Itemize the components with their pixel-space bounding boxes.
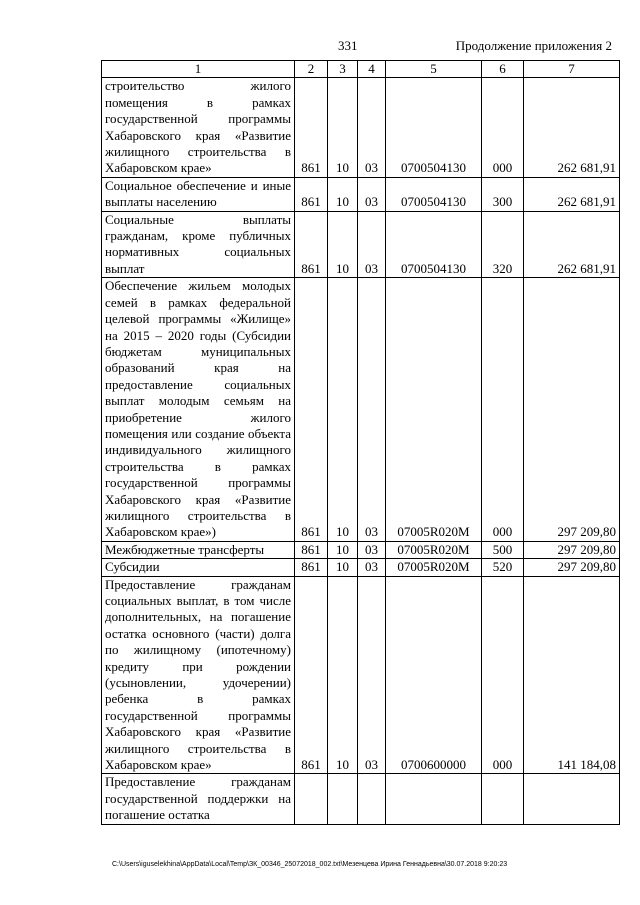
row-pr — [358, 774, 386, 824]
column-header: 4 — [358, 61, 386, 78]
table-row — [102, 559, 620, 576]
row-pr: 03 — [358, 78, 386, 177]
row-vr: 520 — [482, 559, 524, 576]
row-name: Субсидии — [102, 559, 295, 576]
row-csr: 07005R020M — [386, 278, 482, 542]
row-pr: 03 — [358, 559, 386, 576]
row-vr: 500 — [482, 541, 524, 558]
row-grbs — [295, 774, 328, 824]
row-name: Социальные выплаты гражданам, кроме публичных нормативных социальных выплат — [102, 211, 295, 278]
row-amount: 297 209,80 — [524, 559, 620, 576]
column-number-row — [102, 61, 620, 78]
table-row — [102, 78, 620, 177]
page-number: 331 — [338, 38, 358, 53]
row-amount — [524, 774, 620, 824]
row-rz: 10 — [328, 541, 358, 558]
row-rz: 10 — [328, 78, 358, 177]
row-vr: 000 — [482, 278, 524, 542]
table-row — [102, 177, 620, 211]
row-rz: 10 — [328, 278, 358, 542]
column-header: 3 — [328, 61, 358, 78]
column-header: 2 — [295, 61, 328, 78]
row-grbs: 861 — [295, 211, 328, 278]
row-amount: 262 681,91 — [524, 211, 620, 278]
row-csr: 0700504130 — [386, 177, 482, 211]
row-vr: 000 — [482, 78, 524, 177]
row-rz — [328, 774, 358, 824]
table-row — [102, 541, 620, 558]
row-pr: 03 — [358, 211, 386, 278]
row-amount: 141 184,08 — [524, 576, 620, 774]
row-grbs: 861 — [295, 541, 328, 558]
table-row — [102, 774, 620, 824]
table-row — [102, 211, 620, 278]
row-grbs: 861 — [295, 78, 328, 177]
continuation-label: Продолжение приложения 2 — [455, 38, 612, 53]
row-csr: 07005R020M — [386, 541, 482, 558]
row-amount: 262 681,91 — [524, 78, 620, 177]
row-rz: 10 — [328, 559, 358, 576]
row-pr: 03 — [358, 576, 386, 774]
file-path-footer: C:\Users\iguselekhina\AppData\Local\Temp\ЗК_00346_25072018_002.txt\Мезенцева Ирина Геннадьевна\30.07.2018 9:20:23 — [112, 861, 508, 868]
row-name: строительство жилого помещения в рамках государственной программы Хабаровского края «Развитие жилищного строительства в Хабаровском крае» — [102, 78, 295, 177]
row-rz: 10 — [328, 211, 358, 278]
budget-table — [101, 60, 620, 825]
row-name: Предоставление гражданам социальных выплат, в том числе дополнительных, на погашение остатка основного (части) долга по жилищному (ипотечному) кредиту при рождении (усыновлении, удочерении) ребенка в рамках государственной программы Хабаровского края «Развитие жилищного строительства в Хабаровском крае» — [102, 576, 295, 774]
table-row — [102, 576, 620, 774]
row-name: Межбюджетные трансферты — [102, 541, 295, 558]
row-vr: 000 — [482, 576, 524, 774]
row-pr: 03 — [358, 278, 386, 542]
row-name: Социальное обеспечение и иные выплаты населению — [102, 177, 295, 211]
row-vr: 320 — [482, 211, 524, 278]
row-name: Обеспечение жильем молодых семей в рамках федеральной целевой программы «Жилище» на 2015 – 2020 годы (Субсидии бюджетам муниципальных образований края на предоставление социальных выплат молодым семьям на приобретение жилого помещения или создание объекта индивидуального жилищного строительства в рамках государственной программы Хабаровского края «Развитие жилищного строительства в Хабаровском крае») — [102, 278, 295, 542]
row-name: Предоставление гражданам государственной поддержки на погашение остатка — [102, 774, 295, 824]
column-header: 6 — [482, 61, 524, 78]
row-grbs: 861 — [295, 576, 328, 774]
row-csr: 0700504130 — [386, 78, 482, 177]
row-rz: 10 — [328, 576, 358, 774]
table-row — [102, 278, 620, 542]
row-grbs: 861 — [295, 177, 328, 211]
row-csr: 0700504130 — [386, 211, 482, 278]
row-pr: 03 — [358, 177, 386, 211]
row-csr: 0700600000 — [386, 576, 482, 774]
column-header: 7 — [524, 61, 620, 78]
row-vr — [482, 774, 524, 824]
column-header: 1 — [102, 61, 295, 78]
row-csr — [386, 774, 482, 824]
row-grbs: 861 — [295, 278, 328, 542]
row-rz: 10 — [328, 177, 358, 211]
row-amount: 297 209,80 — [524, 541, 620, 558]
row-grbs: 861 — [295, 559, 328, 576]
row-vr: 300 — [482, 177, 524, 211]
row-pr: 03 — [358, 541, 386, 558]
column-header: 5 — [386, 61, 482, 78]
row-csr: 07005R020M — [386, 559, 482, 576]
row-amount: 262 681,91 — [524, 177, 620, 211]
row-amount: 297 209,80 — [524, 278, 620, 542]
